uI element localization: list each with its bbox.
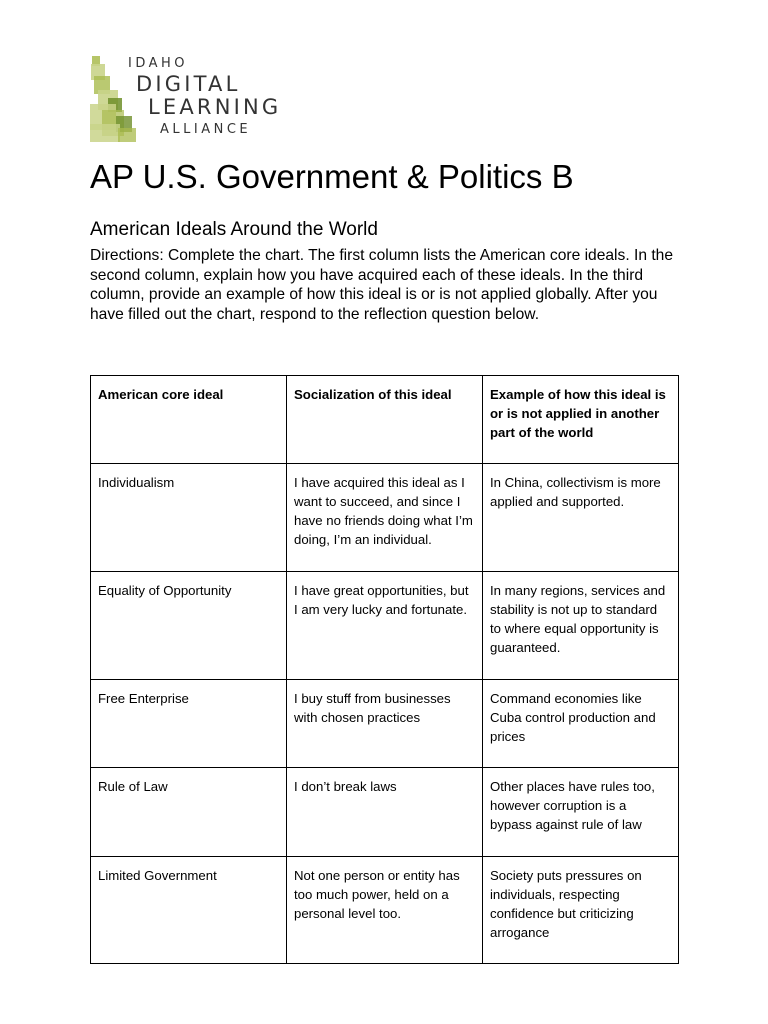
directions-paragraph: Directions: Complete the chart. The first column lists the American core ideals. In the second column, explain how you have acquired each of these ideals. In the third column, provide an example of how this ideal is or is not applied globally. After you have filled out the chart, respond to the reflection question below. bbox=[90, 247, 673, 323]
header-socialization: Socialization of this ideal bbox=[287, 376, 483, 464]
page-title: AP U.S. Government & Politics B bbox=[90, 158, 574, 195]
cell-example[interactable]: Command economies like Cuba control production and prices bbox=[483, 680, 679, 768]
table-row bbox=[91, 572, 679, 680]
logo-text-idaho: IDAHO bbox=[128, 56, 189, 71]
cell-example[interactable]: In many regions, services and stability is not up to standard to where equal opportunity is guaranteed. bbox=[483, 572, 679, 680]
table-header-row bbox=[91, 376, 679, 464]
cell-socialization[interactable]: I buy stuff from businesses with chosen practices bbox=[287, 680, 483, 768]
ideals-chart-table bbox=[90, 375, 679, 964]
cell-ideal: Individualism bbox=[91, 464, 287, 572]
table-row bbox=[91, 768, 679, 857]
table-row bbox=[91, 857, 679, 964]
cell-ideal: Equality of Opportunity bbox=[91, 572, 287, 680]
cell-example[interactable]: Society puts pressures on individuals, respecting confidence but criticizing arrogance bbox=[483, 857, 679, 964]
header-global-example: Example of how this ideal is or is not applied in another part of the world bbox=[483, 376, 679, 464]
cell-ideal: Free Enterprise bbox=[91, 680, 287, 768]
cell-socialization[interactable]: I don’t break laws bbox=[287, 768, 483, 857]
section-subtitle: American Ideals Around the World bbox=[90, 219, 378, 240]
header-american-core-ideal: American core ideal bbox=[91, 376, 287, 464]
table-row bbox=[91, 464, 679, 572]
cell-socialization[interactable]: Not one person or entity has too much power, held on a personal level too. bbox=[287, 857, 483, 964]
logo-text-alliance: ALLIANCE bbox=[160, 122, 252, 137]
cell-socialization[interactable]: I have acquired this ideal as I want to succeed, and since I have no friends doing what I’m doing, I’m an individual. bbox=[287, 464, 483, 572]
cell-example[interactable]: In China, collectivism is more applied and supported. bbox=[483, 464, 679, 572]
idaho-digital-learning-alliance-logo bbox=[88, 54, 318, 146]
logo-text-digital: DIGITAL bbox=[136, 72, 241, 96]
cell-ideal: Rule of Law bbox=[91, 768, 287, 857]
cell-socialization[interactable]: I have great opportunities, but I am very lucky and fortunate. bbox=[287, 572, 483, 680]
table-row bbox=[91, 680, 679, 768]
cell-example[interactable]: Other places have rules too, however corruption is a bypass against rule of law bbox=[483, 768, 679, 857]
logo-text-learning: LEARNING bbox=[148, 95, 282, 119]
cell-ideal: Limited Government bbox=[91, 857, 287, 964]
